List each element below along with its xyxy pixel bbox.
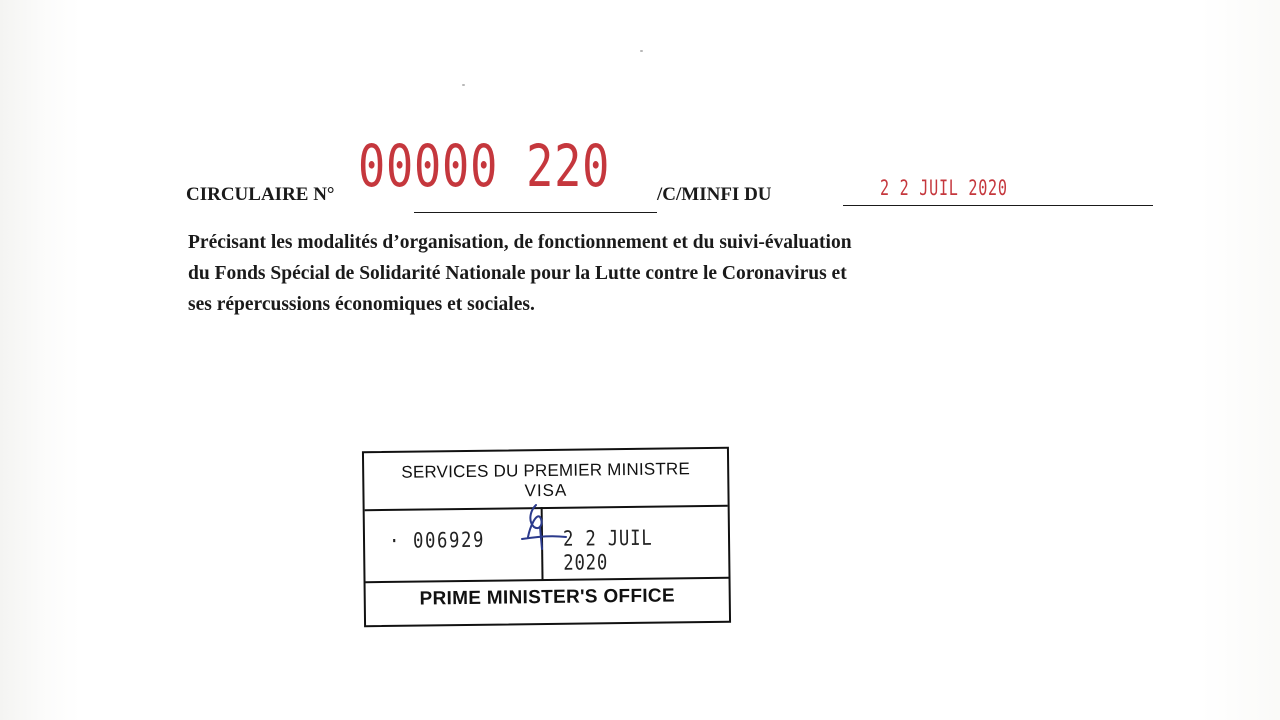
subject-line: ses répercussions économiques et sociales.	[188, 294, 535, 315]
scan-speck	[640, 50, 643, 52]
circular-label: CIRCULAIRE N°	[186, 184, 335, 205]
ministry-code-label: /C/MINFI DU	[657, 184, 772, 205]
visa-office-label: PRIME MINISTER'S OFFICE	[419, 585, 675, 610]
circular-number-stamp: 00000 220	[358, 132, 611, 200]
subject-line: du Fonds Spécial de Solidarité Nationale pour la Lutte contre le Coronavirus et	[188, 263, 847, 284]
date-blank-line	[843, 205, 1153, 206]
circular-date-stamp: 2 2 JUIL 2020	[880, 176, 1008, 200]
handwritten-signature	[500, 497, 580, 557]
visa-number: · 006929	[388, 527, 486, 553]
circular-subject	[188, 227, 1178, 320]
visa-service-label: SERVICES DU PREMIER MINISTRE	[401, 459, 691, 482]
visa-date: 2 2 JUIL 2020	[562, 525, 653, 575]
scan-speck	[462, 84, 465, 86]
number-blank-line	[414, 212, 657, 213]
subject-line: Précisant les modalités d’organisation, de fonctionnement et du suivi-évaluation	[188, 232, 852, 253]
visa-title: VISA	[524, 480, 568, 501]
